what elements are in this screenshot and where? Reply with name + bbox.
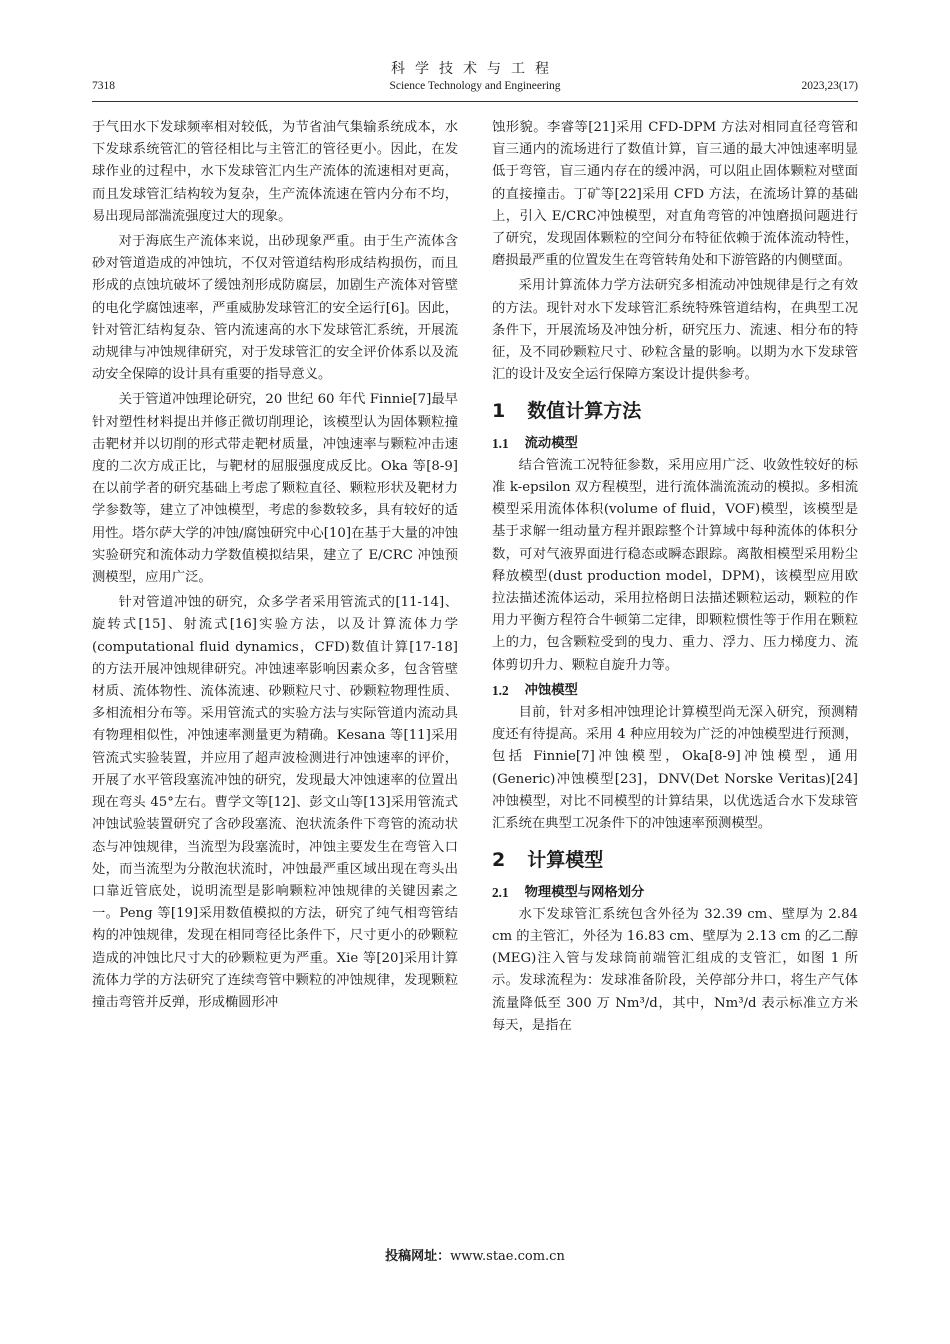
running-header xyxy=(92,58,858,98)
subsection-title: 流动模型 xyxy=(524,435,578,451)
subsection-heading-1-2 xyxy=(492,680,858,702)
issue-info: 2023,23(17) xyxy=(801,80,858,92)
header-rule xyxy=(92,101,858,102)
subsection-heading-1-1 xyxy=(492,433,858,455)
footer-url[interactable]: www.stae.com.cn xyxy=(450,1249,565,1264)
paragraph: 关于管道冲蚀理论研究，20 世纪 60 年代 Finnie[7]最早针对塑性材料提出并修正微切削理论，该模型认为固体颗粒撞击靶材并以切削的形式带走靶材质量，冲蚀速率与颗粒冲击速度的二次方成正比，与靶材的屈服强度成反比。Oka 等[8-9]在以前学者的研究基础上考虑了颗粒直径、颗粒形状及靶材力学参数等，建立了冲蚀模型，考虑的参数较多，具有较好的适用性。塔尔萨大学的冲蚀/腐蚀研究中心[10]在基于大量的冲蚀实验研究和流体动力学数值模拟结果，建立了 E/CRC 冲蚀预测模型，应用广泛。 xyxy=(92,392,458,586)
section-number: 1 xyxy=(492,400,506,423)
paragraph: 对于海底生产流体来说，出砂现象严重。由于生产流体含砂对管道造成的冲蚀坑，不仅对管道结构形成结构损伤，而且形成的点蚀坑破坏了缓蚀剂形成防腐层，加剧生产流体对管壁的电化学腐蚀速率，严重威胁发球管汇的安全运行[6]。因此，针对管汇结构复杂、管内流速高的水下发球管汇系统，开展流动规律与冲蚀规律研究，对于发球管汇的安全评价体系以及流动安全保障的设计具有重要的指导意义。 xyxy=(92,234,458,383)
section-title: 计算模型 xyxy=(527,849,604,872)
page-number: 7318 xyxy=(92,80,115,92)
section-title: 数值计算方法 xyxy=(527,400,642,423)
paragraph: 蚀形貌。李睿等[21]采用 CFD-DPM 方法对相同直径弯管和盲三通内的流场进行了数值计算，盲三通的最大冲蚀速率明显低于弯管，盲三通内存在的缓冲涡，可以阻止固体颗粒对壁面的直接撞击。丁矿等[22]采用 CFD 方法，在流场计算的基础上，引入 E/CRC冲蚀模型，对直角弯管的冲蚀磨损问题进行了研究，发现固体颗粒的空间分布特征依赖于流体流动特性，磨损最严重的位置发生在弯管转角处和下游管路的内侧壁面。 xyxy=(492,120,858,269)
subsection-heading-2-1 xyxy=(492,882,858,904)
journal-title-cn: 科学技术与工程 xyxy=(391,61,559,77)
section-number: 2 xyxy=(492,849,506,872)
section-heading-1 xyxy=(492,400,858,422)
footer-label: 投稿网址： xyxy=(385,1249,451,1264)
paragraph: 采用计算流体力学方法研究多相流动冲蚀规律是行之有效的方法。现针对水下发球管汇系统特殊管道结构，在典型工况条件下，开展流场及冲蚀分析，研究压力、流速、相分布的特征，及不同砂颗粒尺寸、砂粒含量的影响。以期为水下发球管汇的设计及安全运行保障方案设计提供参考。 xyxy=(492,278,858,383)
journal-title-en: Science Technology and Engineering xyxy=(389,80,561,92)
paragraph: 结合管流工况特征参数，采用应用广泛、收敛性较好的标准 k-epsilon 双方程模型，进行流体湍流流动的模拟。多相流模型采用流体体积(volume of fluid，VOF)模型，该模型是基于求解一组动量方程并跟踪整个计算域中每种流体的体积分数，可对气液界面进行稳态或瞬态跟踪。离散相模型采用粉尘释放模型(dust production model，DPM)，该模型应用欧拉法描述流体运动，采用拉格朗日法描述颗粒运动，颗粒的作用力平衡方程符合牛顿第二定律，即颗粒惯性等于作用在颗粒上的力，包含颗粒受到的曳力、重力、浮力、压力梯度力、流体剪切升力、颗粒自旋升力等。 xyxy=(492,457,858,673)
right-column xyxy=(492,117,858,1040)
paragraph: 目前，针对多相冲蚀理论计算模型尚无深入研究，预测精度还有待提高。采用 4 种应用较为广泛的冲蚀模型进行预测，包括 Finnie[7]冲蚀模型，Oka[8-9]冲蚀模型，通用(Generic)冲蚀模型[23]，DNV(Det Norske Veritas)[24]冲蚀模型，对比不同模型的计算结果，以优选适合水下发球管汇系统在典型工况条件下的冲蚀速率预测模型。 xyxy=(492,705,858,832)
section-heading-2 xyxy=(492,849,858,871)
subsection-title: 物理模型与网格划分 xyxy=(524,884,645,900)
subsection-number: 1.2 xyxy=(492,682,509,698)
subsection-number: 2.1 xyxy=(492,884,509,900)
subsection-number: 1.1 xyxy=(492,435,509,451)
paragraph: 于气田水下发球频率相对较低，为节省油气集输系统成本，水下发球系统管汇的管径相比与主管汇的管径更小。因此，在发球作业的过程中，水下发球管汇内生产流体的流速相对更高，而且发球管汇结构较为复杂，生产流体流速在管内分布不均，易出现局部湍流强度过大的现象。 xyxy=(92,120,458,224)
paragraph: 针对管道冲蚀的研究，众多学者采用管流式的[11-14]、旋转式[15]、射流式[16]实验方法，以及计算流体力学(computational fluid dynamics，CFD)数值计算[17-18]的方法开展冲蚀规律研究。冲蚀速率影响因素众多，包含管壁材质、流体物性、流体流速、砂颗粒尺寸、砂颗粒物理性质、多相流相分布等。采用管流式的实验方法与实际管道内流动具有物理相似性，冲蚀速率测量更为精确。Kesana 等[11]采用管流式实验装置，并应用了超声波检测进行冲蚀速率的评价，开展了水平管段塞流冲蚀的研究，发现最大冲蚀速率的位置出现在弯头 45°左右。曹学文等[12]、彭文山等[13]采用管流式冲蚀试验装置研究了含砂段塞流、泡状流条件下弯管的流动状态与冲蚀规律，当流型为段塞流时，冲蚀主要发生在弯管入口处，而当流型为分散泡状流时，冲蚀最严重区域出现在弯头出口靠近管底处，说明流型是影响颗粒冲蚀规律的关键因素之一。Peng 等[19]采用数值模拟的方法，研究了纯气相弯管结构的冲蚀规律，发现在相同弯径比条件下，尺寸更小的砂颗粒造成的冲蚀比尺寸大的砂颗粒更为严重。Xie 等[20]采用计算流体力学的方法研究了连续弯管中颗粒的冲蚀规律，发现颗粒撞击弯管并反弹，形成椭圆形冲 xyxy=(92,595,458,1010)
left-column xyxy=(92,117,458,1017)
subsection-title: 冲蚀模型 xyxy=(524,682,578,698)
paragraph: 水下发球管汇系统包含外径为 32.39 cm、壁厚为 2.84 cm 的主管汇，外径为 16.83 cm、壁厚为 2.13 cm 的乙二醇(MEG)注入管与发球筒前端管汇组成的支管汇，如图 1 所示。发球流程为：发球准备阶段，关停部分井口，将生产气体流量降低至 300 万 Nm³/d，其中，Nm³/d 表示标准立方米每天，是指在 xyxy=(492,906,858,1033)
page-footer xyxy=(0,1245,950,1264)
